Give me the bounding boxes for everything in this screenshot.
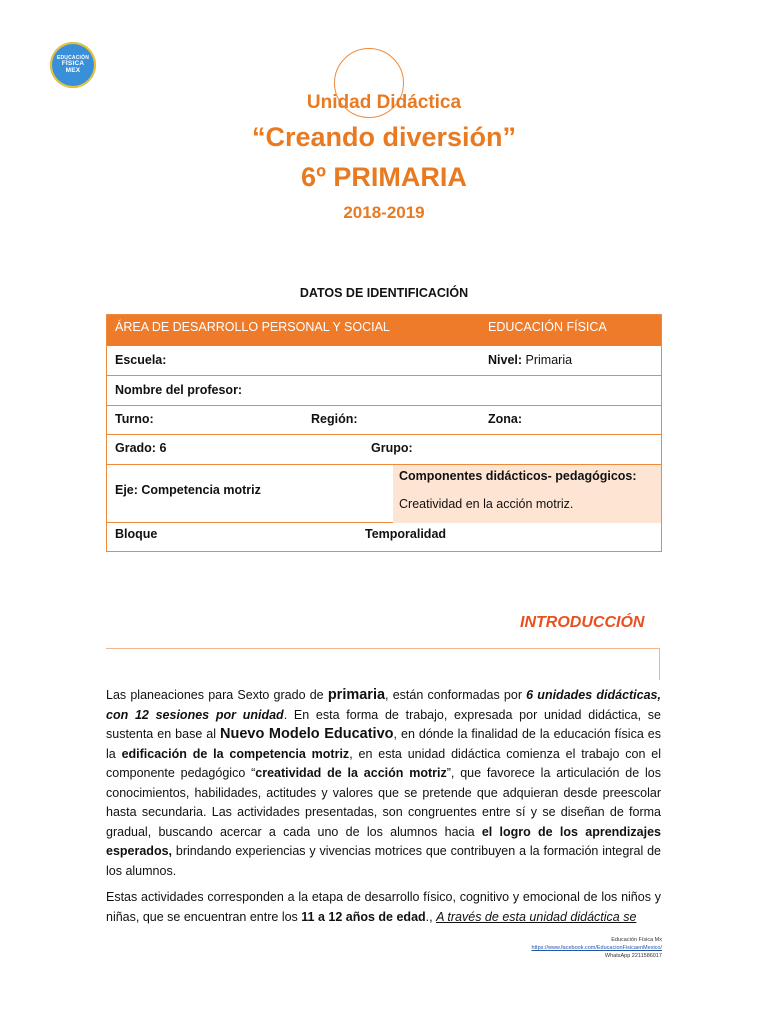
level-cell xyxy=(488,353,572,367)
shift-label: Turno: xyxy=(115,412,154,426)
school-row xyxy=(107,346,661,376)
level-value: Primaria xyxy=(525,353,573,367)
teacher-row xyxy=(107,376,661,406)
identification-heading: DATOS DE IDENTIFICACIÓN xyxy=(299,286,469,300)
logo-text-1: EDUCACIÓN xyxy=(56,54,90,61)
page-footer xyxy=(460,936,662,960)
area-value: EDUCACIÓN FÍSICA xyxy=(488,320,607,334)
teacher-label: Nombre del profesor: xyxy=(115,383,243,397)
area-row xyxy=(107,315,661,346)
level-label: Nivel: xyxy=(488,353,523,367)
intro-paragraph-2: Estas actividades corresponden a la etapa de desarrollo físico, cognitivo y emocional de los niños y niñas, que se encuentran entre los 11 a 12 años de edad., A través de esta unidad didáctica se xyxy=(106,890,661,924)
school-year: 2018-2019 xyxy=(343,203,425,222)
intro-heading: INTRODUCCIÓN xyxy=(520,614,645,631)
region-label: Región: xyxy=(311,412,358,426)
axis-row xyxy=(107,465,661,523)
intro-divider xyxy=(106,648,660,649)
footer-whatsapp: WhatsApp 2211586017 xyxy=(604,953,662,959)
intro-divider-tick xyxy=(659,648,660,680)
block-label: Bloque xyxy=(115,527,158,541)
grade-row xyxy=(107,435,661,465)
unit-subtitle: Unidad Didáctica xyxy=(306,92,462,113)
identification-table xyxy=(106,314,662,552)
axis-label: Eje: Competencia motriz xyxy=(115,483,261,497)
grade-label: Grado: 6 xyxy=(115,441,167,455)
intro-paragraph-1: Las planeaciones para Sexto grado de primaria, están conformadas por 6 unidades didácticas, con 12 sesiones por unidad. En esta forma de trabajo, expresada por unidad didáctica, se sustenta en base al Nuevo Modelo Educativo, en dónde la finalidad de la educación física es la edificación de la competencia motriz, en esta unidad didáctica comienza el trabajo con el componente pedagógico “creatividad de la acción motriz”, que favorece la articulación de los conocimientos, habilidades, actitudes y valores que se pretende que adquieran desde preescolar hasta secundaria. Las actividades presentadas, son congruentes entre sí y se diseñan de forma gradual, buscando acercar a cada uno de los alumnos hacia el logro de los aprendizajes esperados, brindando experiencias y vivencias motrices que contribuyen a la formación integral de los alumnos. xyxy=(106,687,661,878)
footer-name: Educación Física Mx xyxy=(611,937,662,943)
area-label: ÁREA DE DESARROLLO PERSONAL Y SOCIAL xyxy=(115,320,390,334)
components-value: Creatividad en la acción motriz. xyxy=(399,497,574,511)
shift-row xyxy=(107,406,661,435)
logo-text-2: FÍSICA xyxy=(61,59,85,67)
block-row xyxy=(107,523,661,551)
logo xyxy=(50,42,96,88)
unit-title: “Creando diversión” xyxy=(251,122,517,152)
grade-title: 6º PRIMARIA xyxy=(301,162,467,192)
time-label: Temporalidad xyxy=(365,527,447,541)
group-label: Grupo: xyxy=(371,441,413,455)
logo-text-3: MEX xyxy=(65,66,81,74)
components-label: Componentes didácticos- pedagógicos: xyxy=(399,469,637,483)
school-label: Escuela: xyxy=(115,353,167,367)
zone-label: Zona: xyxy=(488,412,523,426)
components-cell xyxy=(393,465,661,523)
footer-facebook-link[interactable]: https://www.facebook.com/EducacionFisicaenMexico/ xyxy=(531,945,662,951)
